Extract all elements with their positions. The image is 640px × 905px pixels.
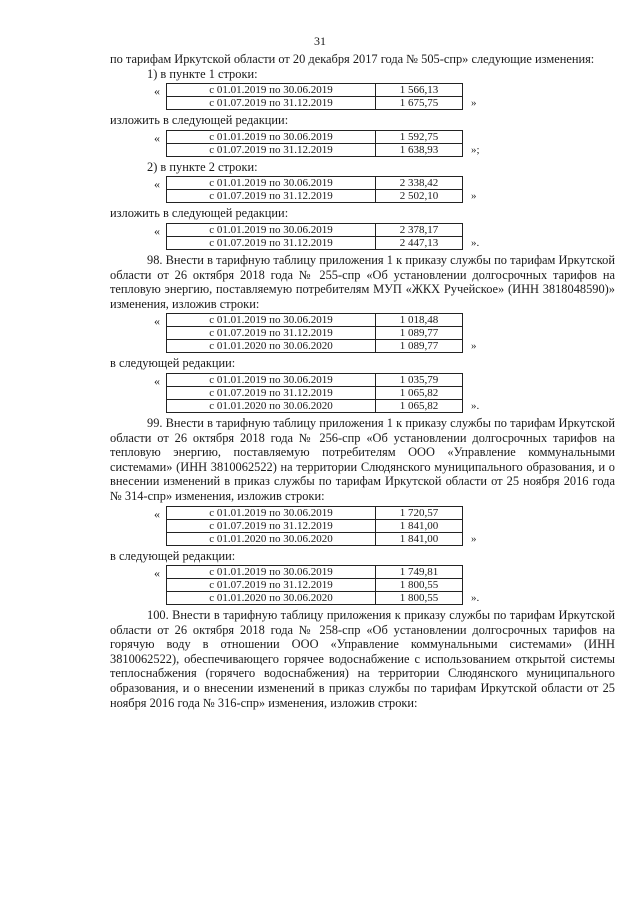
table-row xyxy=(167,97,477,110)
open-quote: « xyxy=(154,373,160,388)
table-row xyxy=(167,143,480,156)
open-quote: « xyxy=(154,130,160,145)
period-cell: с 01.07.2019 по 31.12.2019 xyxy=(167,97,376,110)
table-row xyxy=(167,190,477,203)
tariff-value-cell: 1 566,13 xyxy=(376,84,463,97)
tariff-value-cell: 1 089,77 xyxy=(376,327,463,340)
table-row xyxy=(167,327,477,340)
tariff-grid xyxy=(166,373,480,413)
close-quote: ». xyxy=(471,399,480,412)
open-quote: « xyxy=(154,177,160,192)
close-quote: » xyxy=(471,532,477,545)
redaction-label: изложить в следующей редакции: xyxy=(110,206,289,221)
tariff-grid xyxy=(166,176,477,203)
tariff-table xyxy=(110,130,615,157)
period-cell: с 01.07.2019 по 31.12.2019 xyxy=(167,386,376,399)
tariff-table xyxy=(110,506,615,546)
open-quote: « xyxy=(154,506,160,521)
tariff-value-cell: 2 447,13 xyxy=(376,236,463,249)
period-cell: с 01.01.2020 по 30.06.2020 xyxy=(167,592,376,605)
table-row xyxy=(167,386,480,399)
period-cell: с 01.01.2019 по 30.06.2019 xyxy=(167,506,376,519)
period-cell: с 01.01.2019 по 30.06.2019 xyxy=(167,223,376,236)
tariff-table xyxy=(110,176,615,203)
table-row xyxy=(167,223,480,236)
tariff-table xyxy=(110,565,615,605)
tariff-grid xyxy=(166,313,477,353)
tariff-value-cell: 1 800,55 xyxy=(376,592,463,605)
tariff-value-cell: 1 018,48 xyxy=(376,314,463,327)
table-row xyxy=(167,340,477,353)
tariff-value-cell: 2 378,17 xyxy=(376,223,463,236)
table-row xyxy=(167,373,480,386)
period-cell: с 01.01.2019 по 30.06.2019 xyxy=(167,566,376,579)
item-2-label: 2) в пункте 2 строки: xyxy=(147,159,258,174)
tariff-value-cell: 2 502,10 xyxy=(376,190,463,203)
table-row xyxy=(167,566,480,579)
period-cell: с 01.01.2019 по 30.06.2019 xyxy=(167,373,376,386)
document-body xyxy=(110,52,615,710)
tariff-value-cell: 2 338,42 xyxy=(376,177,463,190)
period-cell: с 01.01.2019 по 30.06.2019 xyxy=(167,177,376,190)
table-row xyxy=(167,532,477,545)
table-row xyxy=(167,579,480,592)
item-1-label: 1) в пункте 1 строки: xyxy=(147,66,258,81)
tariff-value-cell: 1 720,57 xyxy=(376,506,463,519)
tariff-table xyxy=(110,83,615,110)
redaction-label: изложить в следующей редакции: xyxy=(110,113,289,128)
tariff-table xyxy=(110,223,615,250)
tariff-grid xyxy=(166,130,480,157)
period-cell: с 01.01.2020 по 30.06.2020 xyxy=(167,340,376,353)
period-cell: с 01.07.2019 по 31.12.2019 xyxy=(167,519,376,532)
close-quote: »; xyxy=(471,143,480,156)
period-cell: с 01.07.2019 по 31.12.2019 xyxy=(167,579,376,592)
table-row xyxy=(167,506,477,519)
open-quote: « xyxy=(154,566,160,581)
tariff-value-cell: 1 638,93 xyxy=(376,143,463,156)
tariff-grid xyxy=(166,506,477,546)
tariff-table xyxy=(110,313,615,353)
table-row xyxy=(167,519,477,532)
tariff-value-cell: 1 089,77 xyxy=(376,340,463,353)
period-cell: с 01.07.2019 по 31.12.2019 xyxy=(167,236,376,249)
intro-paragraph: по тарифам Иркутской области от 20 декабря 2017 года № 505-спр» следующие изменения: xyxy=(110,52,595,66)
redaction-label: в следующей редакции: xyxy=(110,356,236,371)
paragraph-99: 99. Внести в тарифную таблицу приложения 1 к приказу службы по тарифам Иркутской области от 26 октября 2018 года № 256-спр «Об установлении долгосрочных тарифов на тепловую энергию, поставляемую потребителям ООО «Управление коммунальными системами» (ИНН 3810062522) на территории Слюдянского муниципального образования, и о внесении изменений в приказ службы по тарифам Иркутской области от 25 ноября 2016 года № 314-спр» изменения, изложив строки: xyxy=(110,415,615,503)
paragraph-98: 98. Внести в тарифную таблицу приложения 1 к приказу службы по тарифам Иркутской области от 26 октября 2018 года № 255-спр «Об установлении долгосрочных тарифов на тепловую энергию, поставляемую потребителям МУП «ЖКХ Ручейское» (ИНН 3818048590)» изменения, изложив строки: xyxy=(110,252,615,311)
table-row xyxy=(167,177,477,190)
period-cell: с 01.01.2019 по 30.06.2019 xyxy=(167,314,376,327)
paragraph-100: 100. Внести в тарифную таблицу приложения к приказу службы по тарифам Иркутской области от 26 октября 2018 года № 258-спр «Об установлении долгосрочных тарифов на горячую воду в отношении ООО «Управление коммунальными системами» (ИНН 3810062522), обеспечивающего горячее водоснабжение с использованием открытой системы теплоснабжения (горячего водоснабжения) на территории Слюдянского муниципального образования, и о внесении изменений в приказ службы по тарифам Иркутской области от 25 ноября 2016 года № 316-спр» изменения, изложив строки: xyxy=(110,608,615,710)
period-cell: с 01.07.2019 по 31.12.2019 xyxy=(167,143,376,156)
period-cell: с 01.01.2019 по 30.06.2019 xyxy=(167,130,376,143)
period-cell: с 01.07.2019 по 31.12.2019 xyxy=(167,327,376,340)
open-quote: « xyxy=(154,223,160,238)
tariff-value-cell: 1 035,79 xyxy=(376,373,463,386)
tariff-value-cell: 1 065,82 xyxy=(376,386,463,399)
tariff-grid xyxy=(166,223,480,250)
close-quote: ». xyxy=(471,592,480,605)
period-cell: с 01.01.2020 по 30.06.2020 xyxy=(167,399,376,412)
period-cell: с 01.01.2020 по 30.06.2020 xyxy=(167,532,376,545)
tariff-value-cell: 1 841,00 xyxy=(376,532,463,545)
period-cell: с 01.01.2019 по 30.06.2019 xyxy=(167,84,376,97)
tariff-grid xyxy=(166,83,477,110)
close-quote: » xyxy=(471,190,477,203)
page-number: 31 xyxy=(314,34,326,48)
tariff-value-cell: 1 841,00 xyxy=(376,519,463,532)
close-quote: ». xyxy=(471,236,480,249)
close-quote: » xyxy=(471,340,477,353)
close-quote: » xyxy=(471,97,477,110)
tariff-value-cell: 1 592,75 xyxy=(376,130,463,143)
tariff-value-cell: 1 800,55 xyxy=(376,579,463,592)
table-row xyxy=(167,592,480,605)
table-row xyxy=(167,236,480,249)
redaction-label: в следующей редакции: xyxy=(110,548,236,563)
table-row xyxy=(167,84,477,97)
tariff-value-cell: 1 749,81 xyxy=(376,566,463,579)
tariff-value-cell: 1 675,75 xyxy=(376,97,463,110)
period-cell: с 01.07.2019 по 31.12.2019 xyxy=(167,190,376,203)
tariff-grid xyxy=(166,565,480,605)
tariff-value-cell: 1 065,82 xyxy=(376,399,463,412)
tariff-table xyxy=(110,373,615,413)
open-quote: « xyxy=(154,314,160,329)
table-row xyxy=(167,314,477,327)
table-row xyxy=(167,130,480,143)
table-row xyxy=(167,399,480,412)
open-quote: « xyxy=(154,84,160,99)
